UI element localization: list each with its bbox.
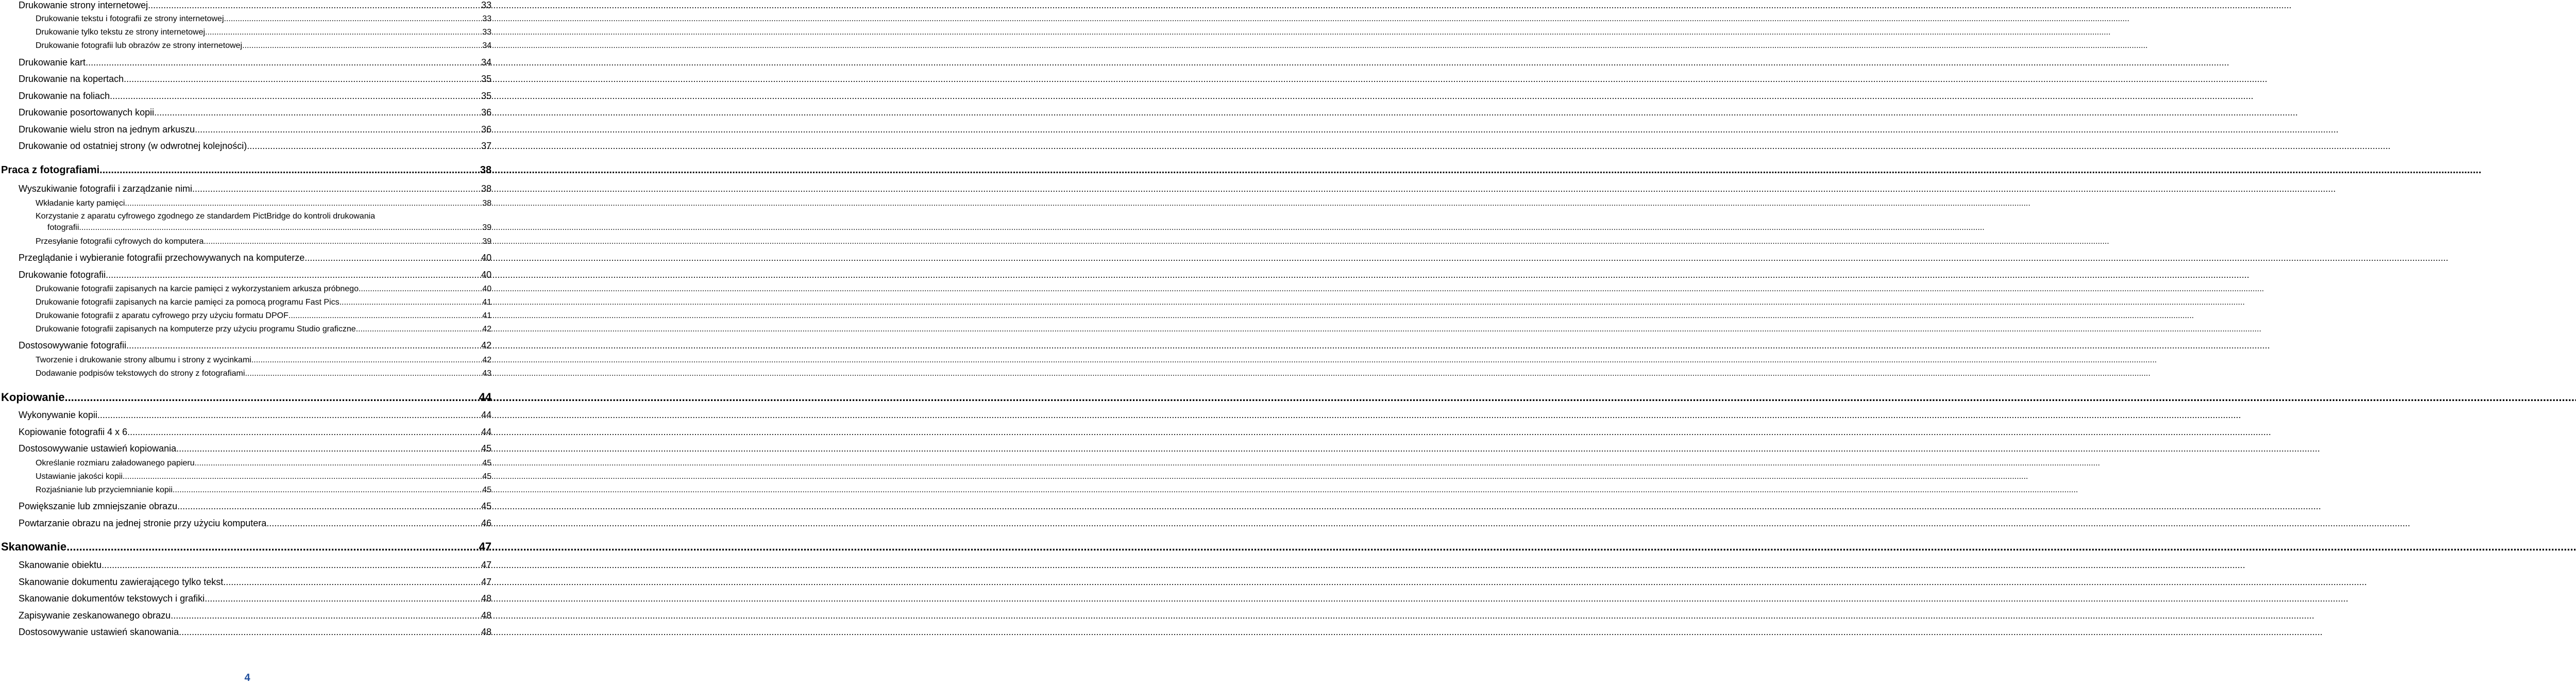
toc-entry-page: 48 xyxy=(481,627,492,637)
toc-entry-page: 45 xyxy=(481,443,492,454)
toc-chapter-title: Skanowanie xyxy=(1,540,67,553)
toc-chapter-title: Kopiowanie xyxy=(1,391,65,404)
toc-entry[interactable] xyxy=(36,27,492,37)
toc-entry-title: Określanie rozmiaru załadowanego papieru xyxy=(36,459,195,468)
toc-entry[interactable] xyxy=(19,501,492,512)
toc-entry[interactable] xyxy=(19,253,492,264)
toc-entry[interactable] xyxy=(19,593,492,605)
toc-entry-page: 42 xyxy=(482,356,492,364)
toc-entry[interactable] xyxy=(36,297,492,307)
toc-entry-page: 39 xyxy=(482,237,492,246)
toc-entry-title: Drukowanie fotografii xyxy=(19,270,106,280)
toc-entry[interactable] xyxy=(19,340,492,352)
toc-entry[interactable] xyxy=(36,14,492,24)
toc-entry-title: Drukowanie fotografii zapisanych na karcie pamięci za pomocą programu Fast Pics xyxy=(36,298,340,307)
toc-entry[interactable] xyxy=(19,107,492,119)
toc-entry-title: Wykonywanie kopii xyxy=(19,410,97,420)
toc-entry-page: 47 xyxy=(481,577,492,587)
toc-entry-title-line1: Korzystanie z aparatu cyfrowego zgodnego ze standardem PictBridge do kontroli drukowania xyxy=(36,212,376,221)
toc-entry[interactable] xyxy=(19,183,492,195)
toc-entry[interactable] xyxy=(19,443,492,455)
toc-entry-page: 45 xyxy=(482,459,492,468)
toc-entry[interactable] xyxy=(19,124,492,136)
toc-entry-page: 36 xyxy=(481,124,492,135)
toc-entry-page: 41 xyxy=(482,311,492,320)
toc-entry-title: Powiększanie lub zmniejszanie obrazu xyxy=(19,501,178,511)
toc-entry-page: 33 xyxy=(481,0,492,10)
toc-entry-title: Skanowanie dokumentów tekstowych i grafiki xyxy=(19,593,205,604)
toc-entry-page: 46 xyxy=(481,518,492,528)
toc-entry-title: Drukowanie strony internetowej xyxy=(19,0,148,10)
toc-entry-title: Drukowanie kart xyxy=(19,57,86,68)
toc-entry-page: 34 xyxy=(482,41,492,50)
toc-entry[interactable] xyxy=(36,311,492,321)
toc-entry-title: Wkładanie karty pamięci xyxy=(36,199,125,208)
toc-entry-page: 37 xyxy=(481,141,492,151)
toc-entry-title: Dodawanie podpisów tekstowych do strony z fotografiami xyxy=(36,369,245,378)
toc-entry[interactable] xyxy=(36,355,492,365)
toc-entry-title: Drukowanie na kopertach xyxy=(19,74,124,84)
toc-entry-title: Drukowanie fotografii z aparatu cyfrowego przy użyciu formatu DPOF xyxy=(36,311,289,320)
toc-entry-title: Ustawianie jakości kopii xyxy=(36,472,123,481)
toc-chapter-page: 38 xyxy=(480,164,492,176)
toc-entry-page: 43 xyxy=(482,369,492,378)
toc-entry[interactable] xyxy=(19,0,492,11)
toc-entry[interactable] xyxy=(19,577,492,588)
toc-entry[interactable] xyxy=(36,198,492,208)
toc-entry[interactable] xyxy=(19,560,492,571)
toc-entry-title: Wyszukiwanie fotografii i zarządzanie nimi xyxy=(19,183,192,194)
toc-entry-title: Powtarzanie obrazu na jednej stronie przy użyciu komputera xyxy=(19,518,267,528)
toc-entry-page: 44 xyxy=(481,410,492,420)
toc-entry[interactable] xyxy=(36,458,492,468)
toc-entry[interactable] xyxy=(36,472,492,481)
toc-entry-title: Przesyłanie fotografii cyfrowych do komputera xyxy=(36,237,204,246)
toc-entry-page: 33 xyxy=(482,28,492,37)
toc-entry-page: 36 xyxy=(481,107,492,118)
toc-entry[interactable] xyxy=(36,237,492,246)
toc-entry-page: 40 xyxy=(481,270,492,280)
toc-entry[interactable] xyxy=(36,41,492,51)
toc-entry[interactable] xyxy=(19,627,492,638)
toc-entry[interactable] xyxy=(19,410,492,421)
toc-entry-page: 35 xyxy=(481,74,492,84)
toc-entry-title: Kopiowanie fotografii 4 x 6 xyxy=(19,427,128,437)
toc-entry-title: Tworzenie i drukowanie strony albumu i strony z wycinkami xyxy=(36,356,251,364)
toc-entry-page: 48 xyxy=(481,610,492,621)
toc-entry-page: 40 xyxy=(482,285,492,293)
toc-entry-page: 40 xyxy=(481,253,492,263)
toc-entry-page: 33 xyxy=(482,14,492,23)
toc-entry-title: Dostosowywanie ustawień kopiowania xyxy=(19,443,177,454)
page-number: 4 xyxy=(244,672,250,683)
toc-entry[interactable] xyxy=(19,518,492,529)
toc-entry-page: 48 xyxy=(481,593,492,604)
toc-entry[interactable] xyxy=(19,270,492,281)
toc-entry-title: Drukowanie tekstu i fotografii ze strony internetowej xyxy=(36,14,224,23)
toc-entry-title: Rozjaśnianie lub przyciemnianie kopii xyxy=(36,486,173,494)
toc-chapter[interactable] xyxy=(1,164,492,176)
toc-entry[interactable] xyxy=(36,485,492,495)
toc-entry-page: 45 xyxy=(481,501,492,511)
toc-entry-page: 38 xyxy=(482,199,492,208)
toc-entry-page: 42 xyxy=(482,325,492,333)
toc-entry[interactable] xyxy=(19,141,492,152)
toc-entry-title: Drukowanie tylko tekstu ze strony internetowej xyxy=(36,28,206,37)
toc-entry-page: 34 xyxy=(481,57,492,68)
toc-entry[interactable] xyxy=(36,284,492,294)
toc-entry-page: 45 xyxy=(482,472,492,481)
toc-entry-title: Drukowanie wielu stron na jednym arkuszu xyxy=(19,124,195,135)
toc-entry-page: 44 xyxy=(481,427,492,437)
toc-entry-title: Skanowanie obiektu xyxy=(19,560,102,570)
toc-chapter-title: Praca z fotografiami xyxy=(1,164,100,176)
toc-entry-title: Drukowanie fotografii zapisanych na karcie pamięci z wykorzystaniem arkusza próbnego xyxy=(36,285,359,293)
toc-entry-title: Drukowanie na foliach xyxy=(19,91,110,101)
toc-chapter-page: 47 xyxy=(479,540,492,553)
toc-entry-title: fotografii xyxy=(47,223,79,232)
toc-entry[interactable] xyxy=(36,324,492,334)
toc-entry[interactable] xyxy=(47,223,492,232)
toc-entry-page: 41 xyxy=(482,298,492,307)
toc-entry-page: 45 xyxy=(482,486,492,494)
toc-entry[interactable] xyxy=(19,74,492,85)
toc-entry-page: 47 xyxy=(481,560,492,570)
toc-entry-title: Zapisywanie zeskanowanego obrazu xyxy=(19,610,171,621)
toc-entry-title: Przeglądanie i wybieranie fotografii przechowywanych na komputerze xyxy=(19,253,305,263)
toc-entry-title: Drukowanie od ostatniej strony (w odwrotnej kolejności) xyxy=(19,141,247,151)
toc-entry-title: Drukowanie fotografii zapisanych na komputerze przy użyciu programu Studio graficzne xyxy=(36,325,356,333)
toc-entry[interactable] xyxy=(36,369,492,378)
toc-entry-title: Dostosowywanie ustawień skanowania xyxy=(19,627,179,637)
toc-entry-title: Skanowanie dokumentu zawierającego tylko tekst xyxy=(19,577,224,587)
toc-entry-title: Drukowanie fotografii lub obrazów ze strony internetowej xyxy=(36,41,243,50)
toc-entry[interactable] xyxy=(19,427,492,438)
toc-entry-page: 38 xyxy=(481,183,492,194)
toc-entry-title: Dostosowywanie fotografii xyxy=(19,340,127,351)
toc-entry-page: 42 xyxy=(481,340,492,351)
toc-entry-page: 35 xyxy=(481,91,492,101)
toc-chapter[interactable] xyxy=(1,391,492,404)
toc-entry-page: 39 xyxy=(482,223,492,232)
toc-entry[interactable] xyxy=(19,610,492,622)
toc-chapter-page: 44 xyxy=(479,391,492,404)
toc-entry-title: Drukowanie posortowanych kopii xyxy=(19,107,155,118)
toc-chapter[interactable] xyxy=(1,540,492,554)
toc-entry[interactable] xyxy=(19,57,492,69)
toc-entry[interactable] xyxy=(19,91,492,102)
